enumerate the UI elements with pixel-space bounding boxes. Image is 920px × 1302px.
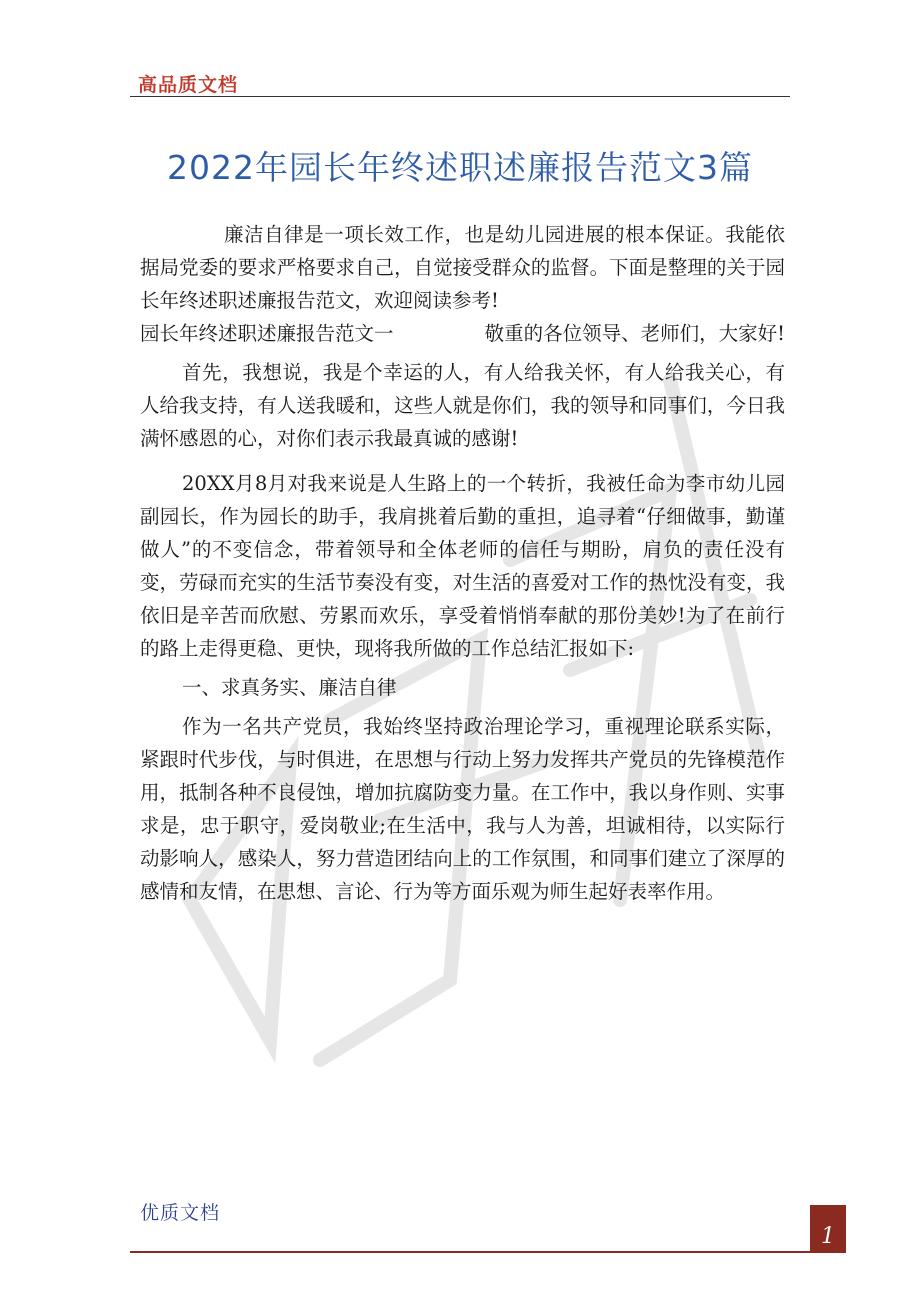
paragraph-thanks: 首先，我想说，我是个幸运的人，有人给我关怀，有人给我关心，有人给我支持，有人送我暖和，这些人就是你们，我的领导和同事们，今日我满怀感恩的心，对你们表示我最真诚的感谢! xyxy=(140,361,785,450)
intro-paragraph: 廉洁自律是一项长效工作，也是幼儿园进展的根本保证。我能依据局党委的要求严格要求自己，自觉接受群众的监督。下面是整理的关于园长年终述职述廉报告范文，欢迎阅读参考! xyxy=(140,223,785,312)
footer-label: 优质文档 xyxy=(140,1202,221,1224)
footer-divider xyxy=(130,1251,846,1253)
paragraph-appointment: 20XX月8月对我来说是人生路上的一个转折，我被任命为李市幼儿园副园长，作为园长的助手，我肩挑着后勤的重担，追寻着“仔细做事，勤谨做人”的不变信念，带着领导和全体老师的信任与期盼，肩负的责任没有变，劳碌而充实的生活节奏没有变，对生活的喜爱对工作的热忱没有变，我依旧是辛苦而欣慰、劳累而欢乐，享受着悄悄奉献的那份美妙!为了在前行的路上走得更稳、更快，现将我所做的工作总结汇报如下: xyxy=(140,472,785,660)
section-heading: 一、求真务实、廉洁自律 xyxy=(182,676,397,699)
section-one-greeting: 敬重的各位领导、老师们，大家好! xyxy=(484,322,785,345)
section-one-row xyxy=(140,317,785,350)
section-one-title: 园长年终述职述廉报告范文一 xyxy=(140,322,394,345)
header-label: 高品质文档 xyxy=(138,74,239,96)
page-number: 1 xyxy=(810,1205,846,1251)
header-divider xyxy=(130,96,790,97)
document-title: 2022年园长年终述职述廉报告范文3篇 xyxy=(167,148,753,187)
document-body xyxy=(140,218,785,908)
paragraph-integrity: 作为一名共产党员，我始终坚持政治理论学习，重视理论联系实际，紧跟时代步伐，与时俱进，在思想与行动上努力发挥共产党员的先锋模范作用，抵制各种不良侵蚀，增加抗腐防变力量。在工作中，我以身作则、实事求是，忠于职守，爱岗敬业;在生活中，我与人为善，坦诚相待，以实际行动影响人，感染人，努力营造团结向上的工作氛围，和同事们建立了深厚的感情和友情，在思想、言论、行为等方面乐观为师生起好表率作用。 xyxy=(140,715,785,903)
